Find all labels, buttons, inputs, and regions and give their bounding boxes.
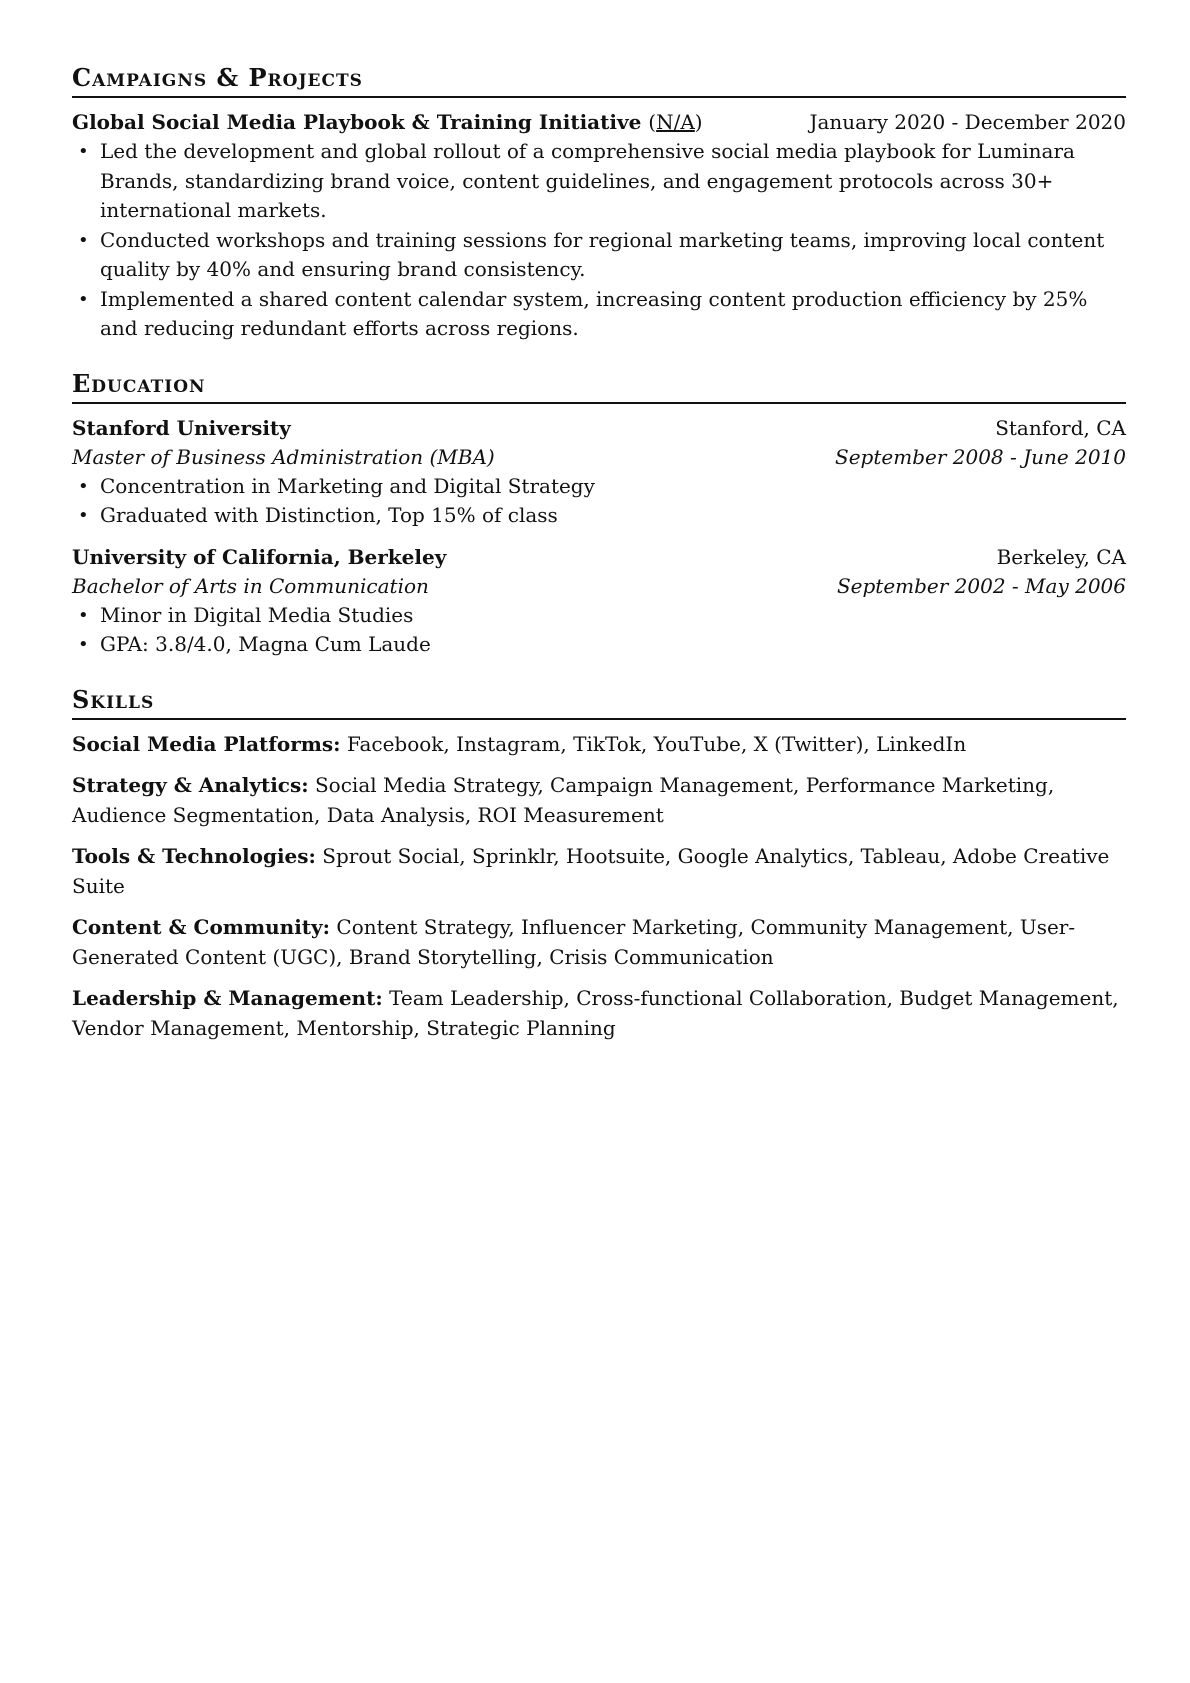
skill-line — [72, 842, 1126, 901]
skill-value: Content Strategy, Influencer Marketing, Community Management, User-Generated Content (UGC), Brand Storytelling, Crisis Communication — [72, 915, 1076, 969]
skill-line — [72, 913, 1126, 972]
education-header — [72, 414, 1126, 443]
education-subheader — [72, 572, 1126, 601]
education-subheader — [72, 443, 1126, 472]
degree-name: Master of Business Administration (MBA) — [72, 444, 495, 469]
section-title-campaigns: Campaigns & Projects — [72, 62, 1126, 98]
bullet-item: • GPA: 3.8/4.0, Magna Cum Laude — [72, 630, 1126, 660]
project-bullets — [72, 137, 1126, 344]
degree-name: Bachelor of Arts in Communication — [72, 573, 429, 598]
project-link-wrap — [648, 110, 702, 134]
bullet-item: • Conducted workshops and training sessions for regional marketing teams, improving local content quality by 40% and ensuring brand consistency. — [72, 226, 1126, 285]
education-bullets — [72, 601, 1126, 660]
section-title-skills: Skills — [72, 684, 1126, 720]
education-entry — [72, 414, 1126, 531]
bullet-item: • Led the development and global rollout of a comprehensive social media playbook for Luminara Brands, standardizing brand voice, content guidelines, and engagement protocols across 30+ international markets. — [72, 137, 1126, 226]
education-header — [72, 543, 1126, 572]
skill-label: Content & Community: — [72, 915, 331, 939]
education-dates: September 2002 - May 2006 — [836, 573, 1126, 598]
bullet-item: • Concentration in Marketing and Digital Strategy — [72, 472, 1126, 502]
skill-label: Social Media Platforms: — [72, 731, 341, 756]
bullet-item: • Implemented a shared content calendar system, increasing content production efficiency by 25% and reducing redundant efforts across regions. — [72, 285, 1126, 344]
project-title: Global Social Media Playbook & Training Initiative — [72, 110, 642, 134]
skill-value: Team Leadership, Cross-functional Collaboration, Budget Management, Vendor Management, Mentorship, Strategic Planning — [72, 986, 1119, 1040]
skills-section — [72, 684, 1126, 1044]
skill-line — [72, 771, 1126, 830]
bullet-item: • Minor in Digital Media Studies — [72, 601, 1126, 631]
project-title-line — [72, 108, 703, 137]
section-title-education: Education — [72, 368, 1126, 404]
skill-value: Social Media Strategy, Campaign Management, Performance Marketing, Audience Segmentation, Data Analysis, ROI Measurement — [72, 773, 1055, 827]
project-link[interactable]: N/A — [656, 110, 695, 134]
education-bullets — [72, 472, 1126, 531]
project-entry — [72, 108, 1126, 344]
project-link-close: ) — [694, 110, 703, 134]
campaigns-section — [72, 62, 1126, 344]
resume-content — [72, 62, 1126, 1067]
bullet-item: • Graduated with Distinction, Top 15% of class — [72, 501, 1126, 531]
project-link-open: ( — [648, 110, 657, 134]
education-dates: September 2008 - June 2010 — [835, 444, 1126, 469]
school-location: Berkeley, CA — [996, 544, 1126, 569]
school-location: Stanford, CA — [995, 415, 1126, 440]
skill-label: Strategy & Analytics: — [72, 773, 309, 797]
education-section — [72, 368, 1126, 660]
education-entry — [72, 543, 1126, 660]
skill-value: Sprout Social, Sprinklr, Hootsuite, Google Analytics, Tableau, Adobe Creative Suite — [72, 844, 1110, 898]
skill-label: Leadership & Management: — [72, 986, 383, 1010]
skill-line — [72, 730, 1126, 760]
skill-label: Tools & Technologies: — [72, 844, 316, 868]
school-name: University of California, Berkeley — [72, 544, 447, 569]
project-dates: January 2020 - December 2020 — [809, 110, 1126, 134]
school-name: Stanford University — [72, 415, 291, 440]
project-header — [72, 108, 1126, 137]
skill-value: Facebook, Instagram, TikTok, YouTube, X (Twitter), LinkedIn — [346, 731, 967, 756]
skill-line — [72, 984, 1126, 1043]
